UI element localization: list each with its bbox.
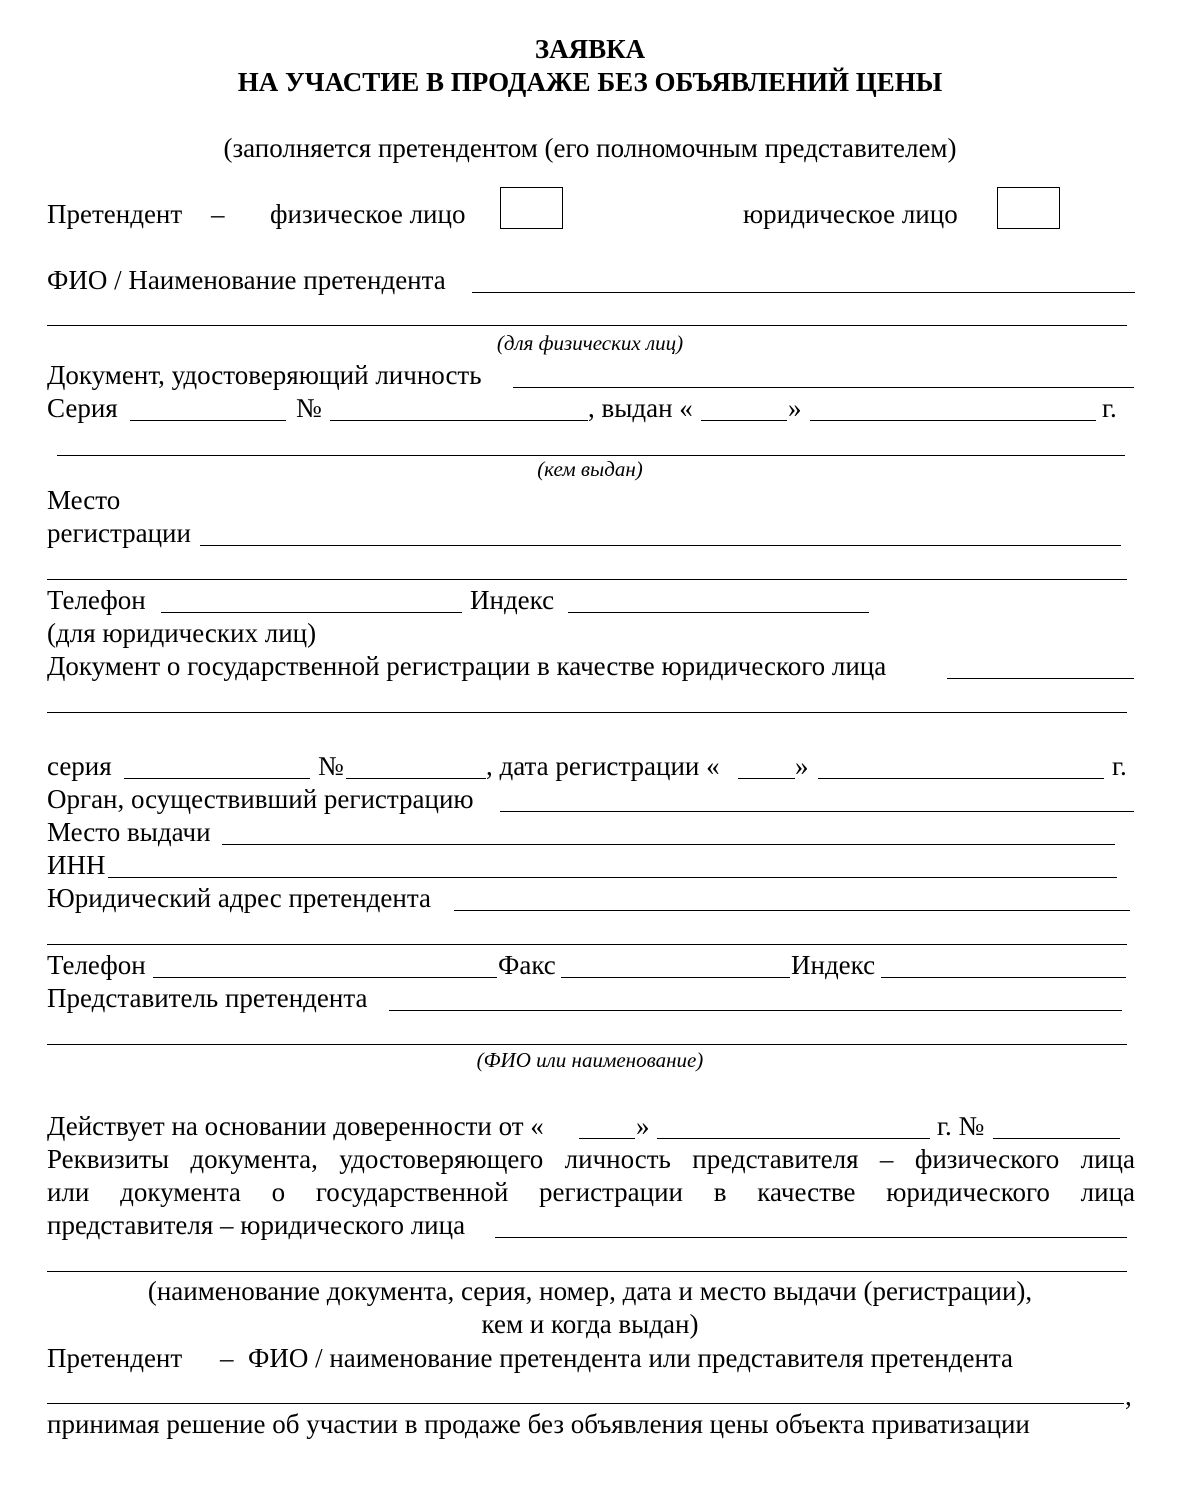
issue-day-field[interactable]: [701, 420, 787, 421]
representative-note: (ФИО или наименование): [476, 1048, 704, 1072]
id-document-field[interactable]: [513, 387, 1134, 388]
individual-index-field[interactable]: [568, 612, 869, 613]
legal-section-label: (для юридических лиц): [47, 618, 317, 648]
id-number-sign: №: [296, 393, 322, 423]
legal-number-field[interactable]: [346, 778, 486, 779]
poa-date-field[interactable]: [657, 1138, 930, 1139]
issued-by-field[interactable]: [57, 455, 1125, 456]
reg-year-label: г.: [1112, 751, 1127, 781]
closing-name-caption: ФИО / наименование претендента или представителя претендента: [248, 1343, 1014, 1373]
poa-number-field[interactable]: [993, 1138, 1120, 1139]
reg-place-label: Место: [47, 485, 121, 515]
individual-checkbox[interactable]: [500, 187, 563, 229]
fax-field[interactable]: [561, 977, 790, 978]
id-series-label: Серия: [47, 393, 118, 423]
legal-phone-field[interactable]: [153, 977, 497, 978]
representative-label: Представитель претендента: [47, 983, 368, 1013]
decision-text: принимая решение об участии в продаже без объявления цены объекта приватизации: [47, 1409, 1030, 1439]
representative-details-line2: или документа о государственной регистрации в качестве юридического лица: [47, 1177, 1135, 1207]
issue-place-field[interactable]: [222, 844, 1115, 845]
state-reg-doc-field[interactable]: [947, 678, 1134, 679]
closing-dash: –: [220, 1343, 234, 1373]
name-field-continued[interactable]: [47, 325, 1127, 326]
individual-index-label: Индекс: [470, 585, 555, 615]
legal-series-label: серия: [47, 751, 112, 781]
individual-phone-label: Телефон: [47, 585, 146, 615]
name-label: ФИО / Наименование претендента: [47, 265, 446, 295]
representative-details-field[interactable]: [495, 1237, 1127, 1238]
poa-close: »: [636, 1111, 650, 1141]
poa-year-number-label: г. №: [937, 1111, 985, 1141]
individual-label: физическое лицо: [270, 199, 466, 229]
representative-field[interactable]: [389, 1010, 1122, 1011]
issued-close: »: [788, 393, 802, 423]
issue-date-field[interactable]: [810, 420, 1096, 421]
id-document-label: Документ, удостоверяющий личность: [47, 360, 482, 390]
reg-place-field[interactable]: [200, 545, 1121, 546]
legal-series-field[interactable]: [124, 778, 310, 779]
issue-year-label: г.: [1102, 393, 1117, 423]
title: ЗАЯВКА: [534, 34, 646, 64]
issued-prefix: , выдан «: [588, 393, 693, 423]
legal-address-field[interactable]: [454, 910, 1130, 911]
reg-day-field[interactable]: [738, 778, 795, 779]
issue-place-label: Место выдачи: [47, 817, 211, 847]
representative-details-line1: Реквизиты документа, удостоверяющего личность представителя – физического лица: [47, 1144, 1135, 1174]
legal-phone-label: Телефон: [47, 950, 146, 980]
legal-address-label: Юридический адрес претендента: [47, 883, 431, 913]
legal-checkbox[interactable]: [997, 187, 1060, 229]
issued-by-note: (кем выдан): [537, 457, 643, 481]
title-subline: НА УЧАСТИЕ В ПРОДАЖЕ БЕЗ ОБЪЯВЛЕНИЙ ЦЕНЫ: [237, 67, 943, 97]
state-reg-doc-label: Документ о государственной регистрации в качестве юридического лица: [47, 651, 887, 681]
legal-label: юридическое лицо: [743, 199, 958, 229]
reg-authority-label: Орган, осуществивший регистрацию: [47, 784, 474, 814]
poa-day-field[interactable]: [579, 1138, 635, 1139]
id-series-field[interactable]: [130, 420, 286, 421]
reg-place-field-continued[interactable]: [47, 579, 1127, 580]
reg-authority-field[interactable]: [500, 811, 1134, 812]
inn-label: ИНН: [47, 850, 106, 880]
representative-details-field-continued[interactable]: [47, 1271, 1127, 1272]
closing-comma: ,: [1125, 1381, 1132, 1411]
legal-number-sign: №: [318, 751, 344, 781]
reg-date-close: »: [795, 751, 809, 781]
legal-index-label: Индекс: [791, 950, 876, 980]
individual-phone-field[interactable]: [161, 612, 462, 613]
legal-address-field-continued[interactable]: [47, 944, 1127, 945]
doc-note-line1: (наименование документа, серия, номер, дата и место выдачи (регистрации),: [147, 1276, 1033, 1306]
legal-index-field[interactable]: [881, 977, 1126, 978]
doc-note-line2: кем и когда выдан): [481, 1309, 699, 1339]
applicant-label: Претендент: [47, 199, 183, 229]
closing-name-field[interactable]: [47, 1403, 1124, 1404]
name-field[interactable]: [472, 292, 1135, 293]
individuals-section-note: (для физических лиц): [496, 331, 684, 355]
id-number-field[interactable]: [330, 420, 588, 421]
state-reg-doc-field-continued[interactable]: [47, 712, 1127, 713]
poa-label: Действует на основании доверенности от «: [47, 1111, 544, 1141]
fax-label: Факс: [498, 950, 556, 980]
reg-date-field[interactable]: [818, 778, 1104, 779]
inn-field[interactable]: [108, 877, 1117, 878]
fill-instruction: (заполняется претендентом (его полномочным представителем): [223, 133, 957, 163]
applicant-dash: –: [211, 199, 225, 229]
representative-field-continued[interactable]: [47, 1044, 1127, 1045]
representative-details-line3: представителя – юридического лица: [47, 1210, 466, 1240]
reg-place-label-2: регистрации: [47, 518, 191, 548]
reg-date-prefix: , дата регистрации «: [486, 751, 720, 781]
closing-applicant-label: Претендент: [47, 1343, 183, 1373]
